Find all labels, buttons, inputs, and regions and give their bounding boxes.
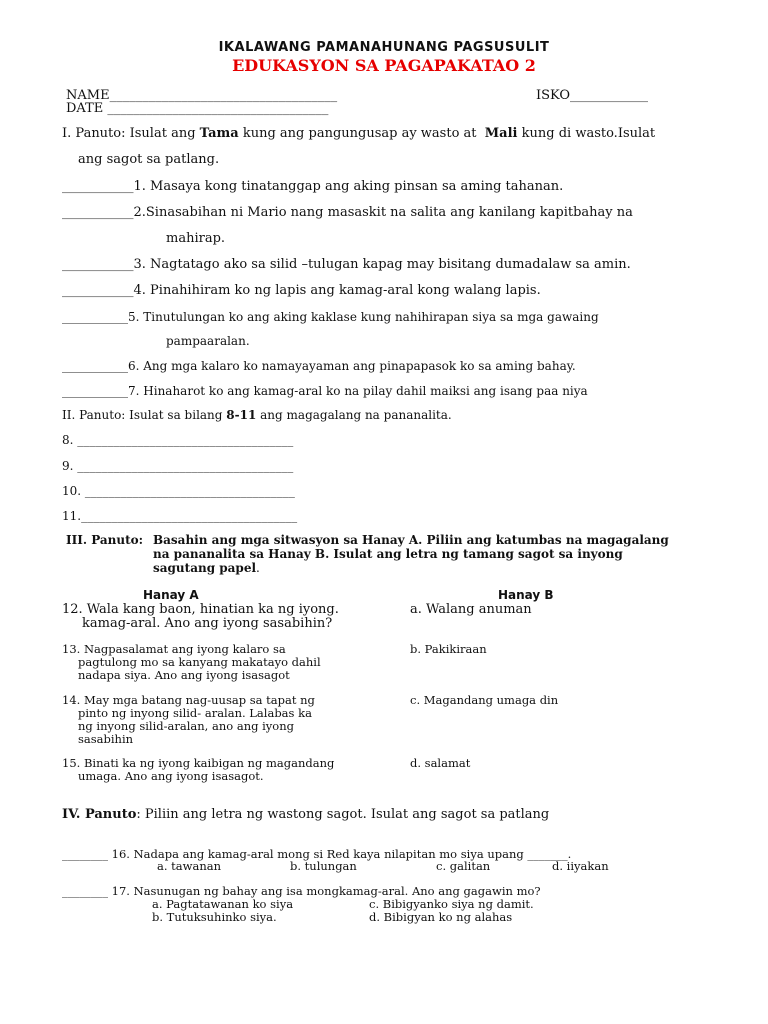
- q16-option-d: d. iiyakan: [552, 859, 609, 873]
- part3-instr-line1: Basahin ang mga sitwasyon sa Hanay A. Piliin ang katumbas na magagalang: [153, 533, 669, 547]
- part3-instr-d: sagutang papel: [153, 561, 257, 575]
- subject-title: EDUKASYON SA PAGAPAKATAO 2: [232, 56, 536, 75]
- item-3[interactable]: ___________3. Nagtatago ako sa silid –tulugan kapag may bisitang dumadalaw sa amin.: [62, 257, 631, 272]
- q16-option-a: a. tawanan: [157, 859, 222, 873]
- q13-line1: 13. Nagpasalamat ang iyong kalaro sa: [62, 642, 286, 656]
- q12-line1: 12. Wala kang baon, hinatian ka ng iyong.: [62, 602, 339, 617]
- part1-instr-b: kung ang pangungusap ay wasto at: [242, 126, 477, 141]
- item-7[interactable]: ___________7. Hinaharot ko ang kamag-aral ko na pilay dahil maiksi ang isang paa niya: [62, 384, 588, 398]
- answer-line-8[interactable]: 8. ____________________________________: [62, 433, 294, 447]
- q16-option-b: b. tulungan: [290, 859, 357, 873]
- part1-instruction: [62, 126, 655, 141]
- answer-line-10[interactable]: 10. ___________________________________: [62, 484, 295, 498]
- part2-instr-a: II. Panuto: Isulat sa bilang: [62, 408, 223, 422]
- part4-label: IV: [62, 807, 76, 822]
- q15-line1: 15. Binati ka ng iyong kaibigan ng magandang: [62, 756, 335, 770]
- item-5-cont: pampaaralan.: [166, 334, 250, 348]
- part2-range: 8-11: [226, 408, 257, 422]
- mali-word: Mali: [484, 126, 518, 141]
- choice-d: d. salamat: [410, 756, 471, 770]
- exam-title: IKALAWANG PAMANAHUNANG PAGSUSULIT: [218, 40, 550, 55]
- choice-a: a. Walang anuman: [410, 602, 532, 617]
- part1-instr-a: I. Panuto: Isulat ang: [62, 126, 196, 141]
- part4-instruction: [62, 807, 549, 822]
- part2-instruction: [62, 408, 452, 422]
- choice-b: b. Pakikiraan: [410, 642, 487, 656]
- q13-line3: nadapa siya. Ano ang iyong isasagot: [78, 668, 290, 682]
- answer-line-9[interactable]: 9. ____________________________________: [62, 459, 294, 473]
- part3-instr-line2: na pananalita sa Hanay B. Isulat ang letra ng tamang sagot sa inyong: [153, 547, 623, 561]
- answer-line-11[interactable]: 11.____________________________________: [62, 509, 298, 523]
- q17-option-d: d. Bibigyan ko ng alahas: [369, 910, 513, 924]
- q14-line2: pinto ng inyong silid- aralan. Lalabas ka: [78, 706, 312, 720]
- item-2[interactable]: ___________2.Sinasabihan ni Mario nang masaskit na salita ang kanilang kapitbahay na: [62, 205, 633, 220]
- item-5[interactable]: ___________5. Tinutulungan ko ang aking kaklase kung nahihirapan siya sa mga gawaing: [62, 310, 599, 324]
- part3-label: III. Panuto:: [66, 533, 144, 547]
- item-2-cont: mahirap.: [166, 231, 226, 246]
- q15-line2: umaga. Ano ang iyong isasagot.: [78, 769, 264, 783]
- item-6[interactable]: ___________6. Ang mga kalaro ko namayayaman ang pinapapasok ko sa aming bahay.: [62, 359, 576, 373]
- q12-line2: kamag-aral. Ano ang iyong sasabihin?: [82, 616, 333, 631]
- q16[interactable]: ________ 16. Nadapa ang kamag-aral mong si Red kaya nilapitan mo siya upang _______.: [62, 847, 572, 861]
- q17-option-b: b. Tutuksuhinko siya.: [152, 910, 277, 924]
- item-4[interactable]: ___________4. Pinahihiram ko ng lapis ang kamag-aral kong walang lapis.: [62, 283, 541, 298]
- q14-line3: ng inyong silid-aralan, ano ang iyong: [78, 719, 294, 733]
- part1-instr-c: kung di wasto.Isulat: [521, 126, 656, 141]
- date-field[interactable]: DATE __________________________________: [66, 101, 329, 116]
- q17[interactable]: ________ 17. Nasunugan ng bahay ang isa mongkamag-aral. Ano ang gagawin mo?: [62, 884, 541, 898]
- hanay-a-header: Hanay A: [143, 588, 199, 602]
- hanay-b-header: Hanay B: [498, 588, 554, 602]
- q16-option-c: c. galitan: [436, 859, 491, 873]
- part3-instr-e: .: [256, 561, 260, 575]
- part4-panuto: . Panuto: [75, 807, 137, 822]
- isko-field[interactable]: ISKO____________: [536, 88, 649, 103]
- q14-line1: 14. May mga batang nag-uusap sa tapat ng: [62, 693, 315, 707]
- part1-instruction-2: ang sagot sa patlang.: [78, 152, 220, 167]
- q13-line2: pagtulong mo sa kanyang makatayo dahil: [78, 655, 321, 669]
- q14-line4: sasabihin: [78, 732, 134, 746]
- part2-instr-b: ang magagalang na pananalita.: [260, 408, 452, 422]
- q17-option-c: c. Bibigyanko siya ng damit.: [369, 897, 534, 911]
- item-1[interactable]: ___________1. Masaya kong tinatanggap ang aking pinsan sa aming tahanan.: [62, 179, 564, 194]
- name-field[interactable]: NAME___________________________________: [66, 88, 338, 103]
- part4-instr-text: : Piliin ang letra ng wastong sagot. Isulat ang sagot sa patlang: [136, 807, 550, 822]
- tama-word: Tama: [199, 126, 239, 141]
- part3-instr-line3: [153, 561, 260, 575]
- q17-option-a: a. Pagtatawanan ko siya: [152, 897, 294, 911]
- choice-c: c. Magandang umaga din: [410, 693, 559, 707]
